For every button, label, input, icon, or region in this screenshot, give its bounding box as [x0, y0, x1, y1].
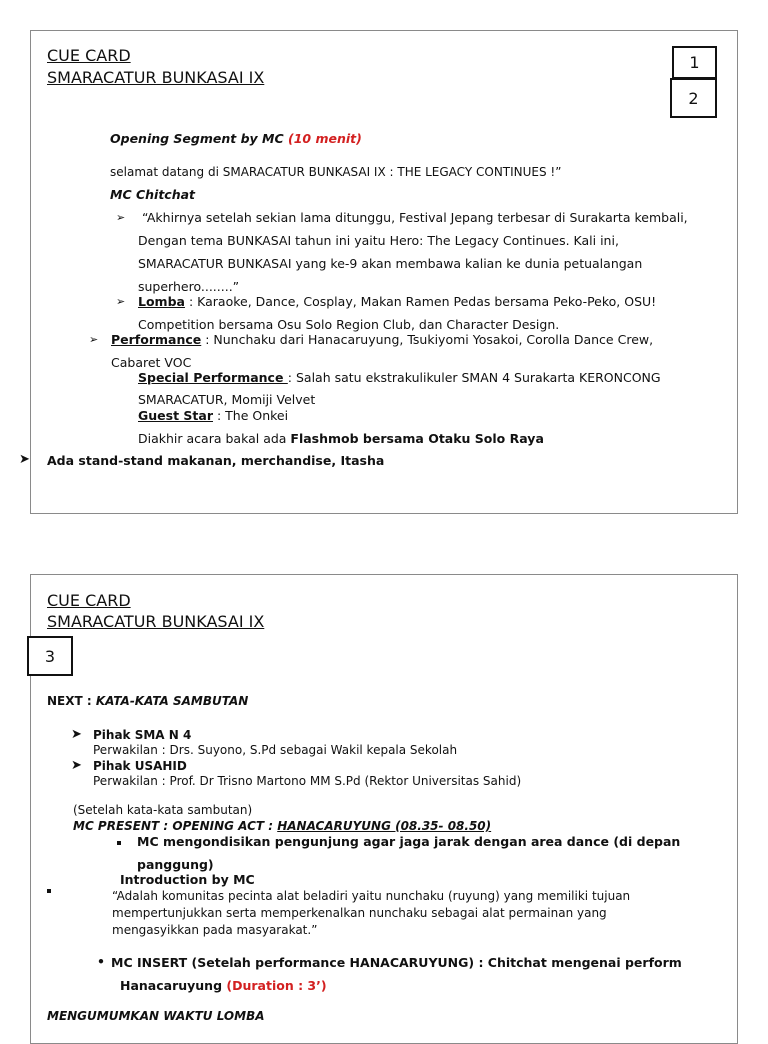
pihak-name: Pihak USAHID [93, 759, 187, 773]
flashmob-prefix: Diakhir acara bakal ada [138, 431, 291, 446]
special-text: : Salah satu ekstrakulikuler SMAN 4 Surakarta KERONCONG [287, 370, 661, 385]
mc-insert-line: MC INSERT (Setelah performance HANACARUYUNG) : Chitchat mengenai perform [111, 955, 682, 970]
lomba-line [138, 294, 656, 309]
square-bullet-icon [47, 878, 51, 897]
mc-present-act: HANACARUYUNG (08.35- 08.50) [277, 819, 492, 833]
card-subtitle: SMARACATUR BUNKASAI IX [47, 612, 265, 631]
cue-card-1 [19, 30, 738, 514]
mc-present-prefix: MC PRESENT : OPENING ACT : [73, 819, 278, 833]
intro-heading: Introduction by MC [120, 872, 255, 887]
segment-heading [110, 131, 362, 146]
square-bullet-icon [115, 834, 137, 849]
next-line [47, 694, 248, 708]
welcome-line: selamat datang di SMARACATUR BUNKASAI IX : THE LEGACY CONTINUES !” [110, 165, 562, 179]
special-label: Special Performance [138, 370, 288, 385]
chitchat-heading: MC Chitchat [110, 187, 196, 202]
performance-label: Performance [111, 332, 202, 347]
page-number-box: 1 [672, 46, 717, 79]
after-sambutan-note: (Setelah kata-kata sambutan) [73, 803, 253, 817]
condition-line [115, 834, 680, 849]
condition-text: MC mengondisikan pengunjung agar jaga jarak dengan area dance (di depan [137, 834, 681, 849]
arrow-bullet-icon: ➤ [19, 452, 30, 467]
next-value: KATA-KATA SAMBUTAN [95, 694, 249, 708]
segment-duration: (10 menit) [288, 131, 362, 146]
chitchat-line: superhero........” [138, 279, 240, 294]
chitchat-line: Dengan tema BUNKASAI tahun ini yaitu Hero: The Legacy Continues. Kali ini, [138, 233, 619, 248]
guest-label: Guest Star [138, 408, 213, 423]
flashmob-line [138, 431, 544, 446]
flashmob-bold: Flashmob bersama Otaku Solo Raya [290, 431, 544, 446]
card-subtitle: SMARACATUR BUNKASAI IX [47, 68, 265, 87]
guest-star-line [138, 408, 288, 423]
next-label: NEXT : [47, 694, 96, 708]
cue-card-2 [30, 574, 738, 1044]
card-title: CUE CARD [47, 46, 131, 65]
bullet-dot-icon: • [97, 954, 105, 969]
pihak-name: Pihak SMA N 4 [93, 728, 192, 742]
page-number-box: 3 [27, 636, 73, 676]
guest-text: : The Onkei [212, 408, 289, 423]
performance-text: : Nunchaku dari Hanacaruyung, Tsukiyomi Yosakoi, Corolla Dance Crew, [201, 332, 654, 347]
page-number-box: 2 [670, 78, 717, 118]
announce-heading: MENGUMUMKAN WAKTU LOMBA [47, 1009, 265, 1023]
pihak-rep: Perwakilan : Drs. Suyono, S.Pd sebagai Wakil kepala Sekolah [93, 743, 458, 757]
insert-text: Hanacaruyung [120, 978, 227, 993]
card-title: CUE CARD [47, 591, 131, 610]
intro-line: mempertunjukkan serta memperkenalkan nunchaku sebagai alat permainan yang [112, 906, 607, 920]
arrow-bullet-icon: ➤ [71, 727, 82, 742]
arrow-bullet-icon: ➢ [116, 295, 126, 308]
arrow-bullet-icon: ➤ [71, 758, 82, 773]
condition-line-2: panggung) [137, 857, 214, 872]
stand-line: Ada stand-stand makanan, merchandise, Itasha [47, 453, 385, 468]
special-performance-line-2: SMARACATUR, Momiji Velvet [138, 392, 316, 407]
mc-present-line [73, 819, 491, 833]
performance-line-2: Cabaret VOC [111, 355, 192, 370]
insert-duration: (Duration : 3’) [226, 978, 327, 993]
lomba-text: : Karaoke, Dance, Cosplay, Makan Ramen Pedas bersama Peko-Peko, OSU! [184, 294, 657, 309]
lomba-line-2: Competition bersama Osu Solo Region Club, dan Character Design. [138, 317, 560, 332]
intro-line: mengasyikkan pada masyarakat.” [112, 923, 318, 937]
arrow-bullet-icon: ➢ [116, 211, 126, 224]
chitchat-line: “Akhirnya setelah sekian lama ditunggu, Festival Jepang terbesar di Surakarta kembali, [142, 210, 688, 225]
segment-label: Opening Segment by MC [110, 131, 284, 146]
chitchat-line: SMARACATUR BUNKASAI yang ke-9 akan membawa kalian ke dunia petualangan [138, 256, 643, 271]
mc-insert-line-2 [120, 978, 327, 993]
pihak-rep: Perwakilan : Prof. Dr Trisno Martono MM S.Pd (Rektor Universitas Sahid) [93, 774, 522, 788]
performance-line [111, 332, 653, 347]
lomba-label: Lomba [138, 294, 185, 309]
intro-line: “Adalah komunitas pecinta alat beladiri yaitu nunchaku (ruyung) yang memiliki tujuan [112, 889, 631, 903]
arrow-bullet-icon: ➢ [89, 333, 99, 346]
special-performance-line [138, 370, 661, 385]
